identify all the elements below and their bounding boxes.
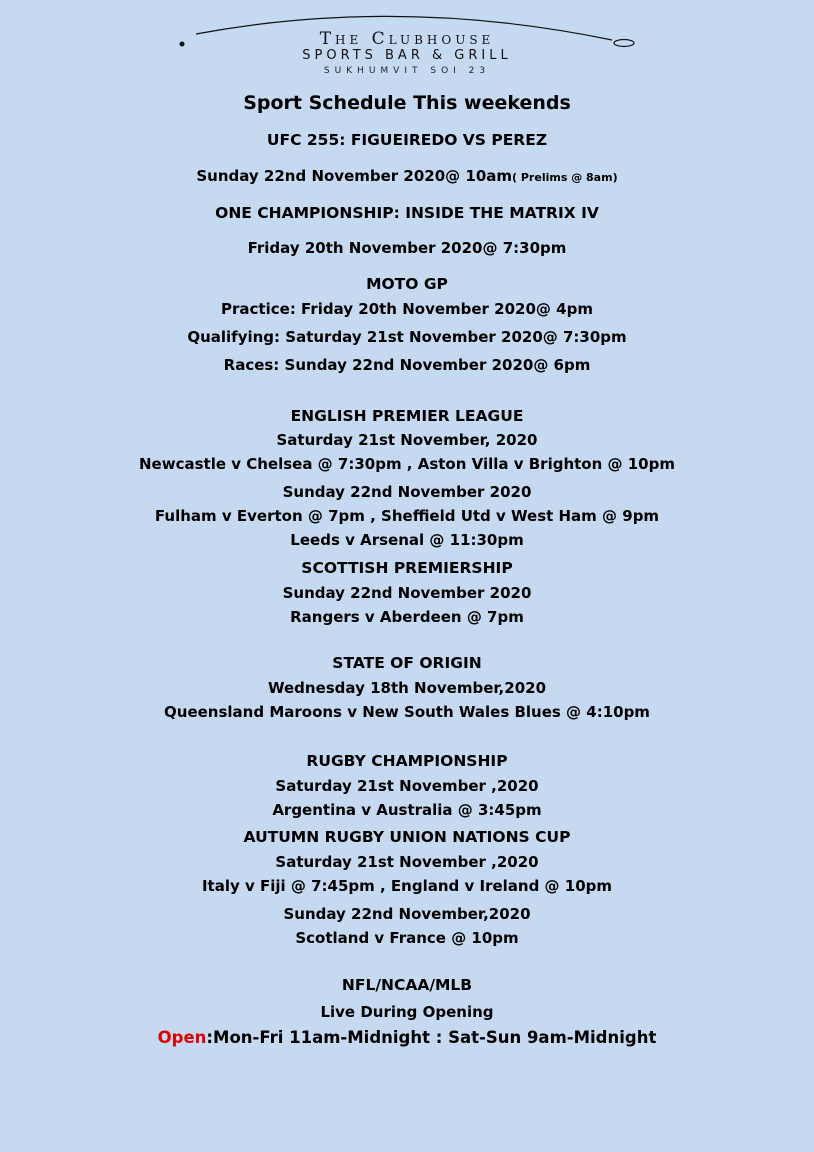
clubhouse-logo: [0, 0, 814, 85]
motogp-title: MOTO GP: [366, 275, 448, 293]
logo-name: The Clubhouse: [319, 29, 495, 49]
origin-title: STATE OF ORIGIN: [332, 654, 482, 672]
epl-day1-matches: Newcastle v Chelsea @ 7:30pm , Aston Villa v Brighton @ 10pm: [139, 455, 675, 473]
motogp-qualifying: Qualifying: Saturday 21st November 2020@ 7:30pm: [187, 328, 627, 346]
rugby-date: Saturday 21st November ,2020: [275, 777, 539, 795]
autumn-day2: Sunday 22nd November,2020: [283, 905, 531, 923]
logo-subtitle: SPORTS BAR & GRILL: [302, 48, 512, 63]
nfl-title: NFL/NCAA/MLB: [341, 976, 473, 994]
spl-title: SCOTTISH PREMIERSHIP: [301, 559, 513, 577]
one-date: Friday 20th November 2020@ 7:30pm: [247, 239, 567, 257]
nfl-note: Live During Opening: [320, 1003, 494, 1021]
one-title: ONE CHAMPIONSHIP: INSIDE THE MATRIX IV: [215, 204, 599, 222]
spl-date: Sunday 22nd November 2020: [282, 584, 532, 602]
open-label: Open: [157, 1028, 207, 1047]
epl-title: ENGLISH PREMIER LEAGUE: [290, 407, 524, 425]
epl-day2: Sunday 22nd November 2020: [282, 483, 532, 501]
motogp-practice: Practice: Friday 20th November 2020@ 4pm: [221, 300, 593, 318]
epl-day2-matches2: Leeds v Arsenal @ 11:30pm: [290, 531, 524, 549]
rugby-match: Argentina v Australia @ 3:45pm: [272, 801, 542, 819]
autumn-day2-match: Scotland v France @ 10pm: [295, 929, 519, 947]
opening-hours: [0, 1027, 814, 1049]
logo-address: SUKHUMVIT SOI 23: [323, 66, 491, 76]
origin-date: Wednesday 18th November,2020: [267, 679, 547, 697]
autumn-day1-matches: Italy v Fiji @ 7:45pm , England v Ireland @ 10pm: [201, 877, 613, 895]
autumn-title: AUTUMN RUGBY UNION NATIONS CUP: [243, 828, 571, 846]
motogp-races: Races: Sunday 22nd November 2020@ 6pm: [223, 356, 591, 374]
epl-day1: Saturday 21st November, 2020: [276, 431, 538, 449]
ufc-title: UFC 255: FIGUEIREDO VS PEREZ: [266, 131, 548, 149]
origin-match: Queensland Maroons v New South Wales Blues @ 4:10pm: [164, 703, 650, 721]
ufc-date: Sunday 22nd November 2020@ 10am( Prelims @ 8am): [196, 167, 618, 185]
spl-match: Rangers v Aberdeen @ 7pm: [290, 608, 524, 626]
epl-day2-matches: Fulham v Everton @ 7pm , Sheffield Utd v West Ham @ 9pm: [154, 507, 660, 525]
page-title: Sport Schedule This weekends: [243, 92, 571, 114]
autumn-day1: Saturday 21st November ,2020: [275, 853, 539, 871]
hours-text: :Mon-Fri 11am-Midnight : Sat-Sun 9am-Midnight: [206, 1028, 657, 1047]
rugby-title: RUGBY CHAMPIONSHIP: [306, 752, 508, 770]
